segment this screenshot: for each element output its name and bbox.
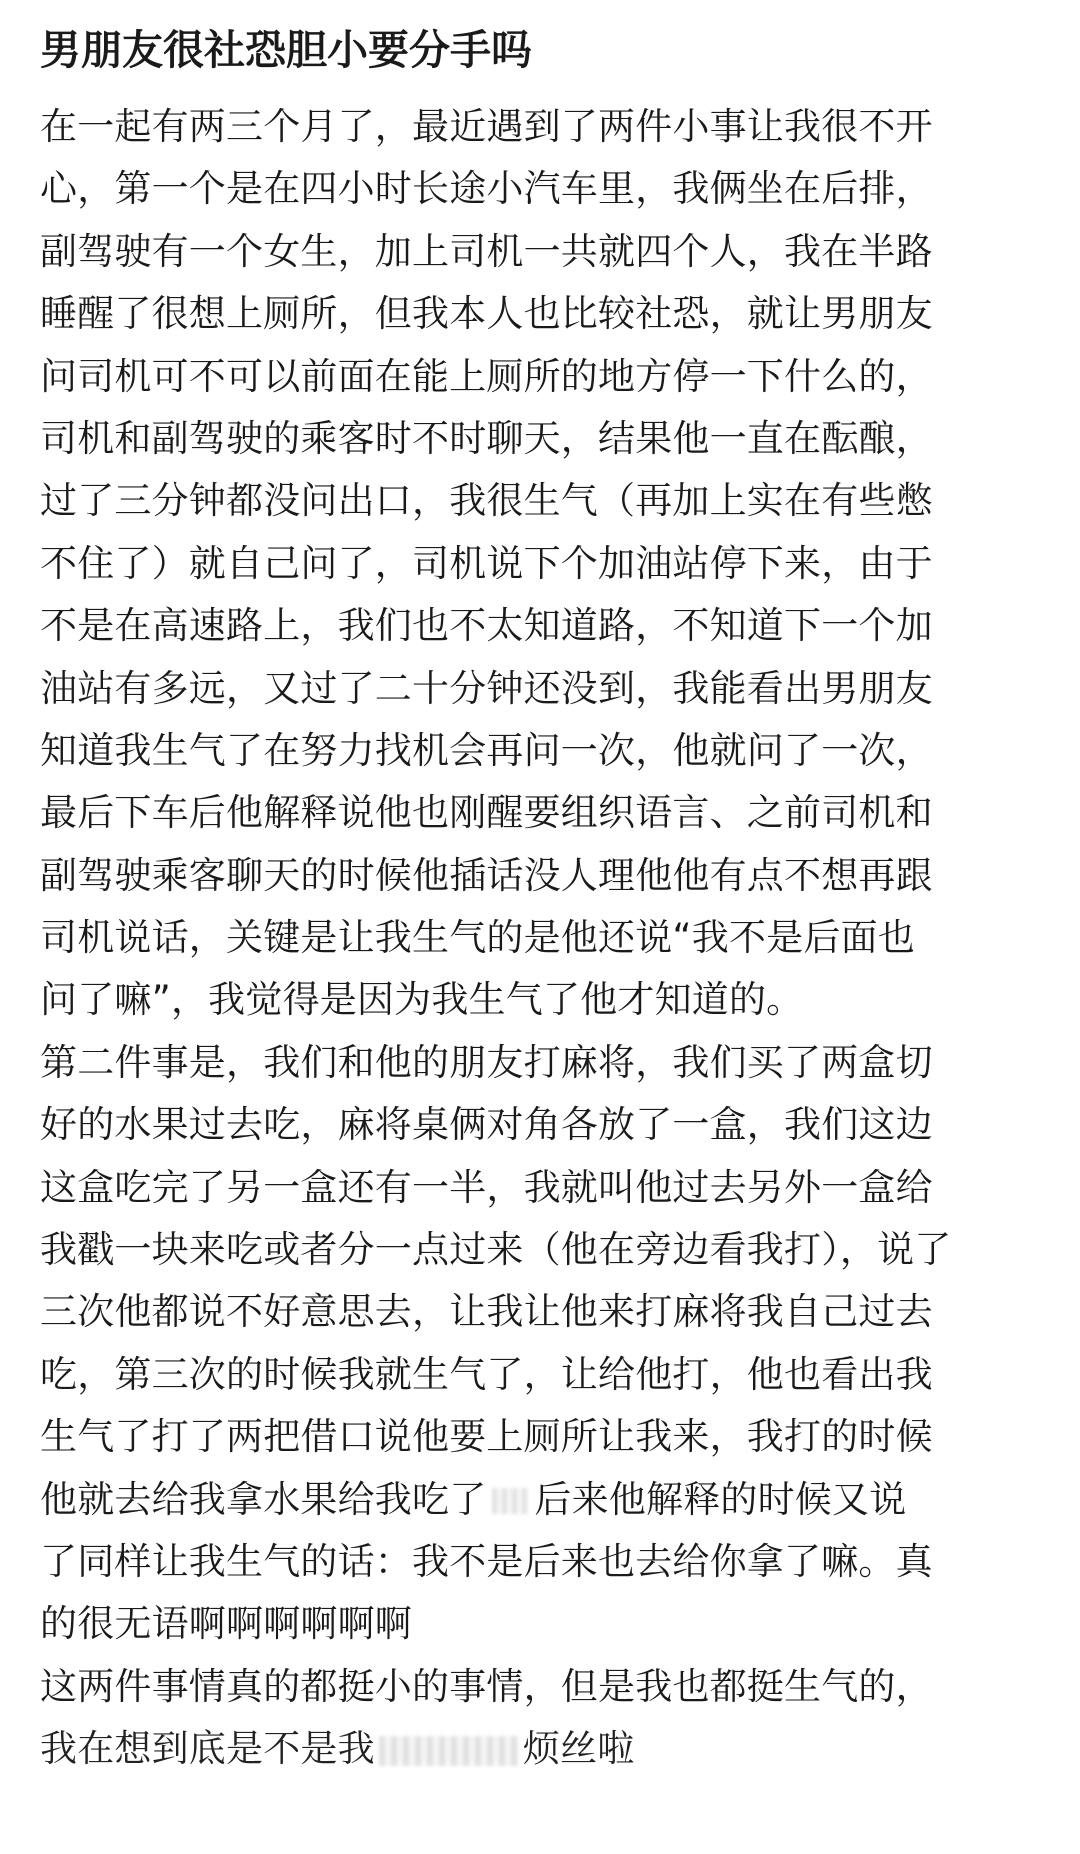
body-line: 三次他都说不好意思去，让我让他来打麻将我自己过去 [40,1290,933,1334]
body-line: 不是在高速路上，我们也不太知道路，不知道下一个加 [40,604,933,648]
body-line: 不住了）就自己问了，司机说下个加油站停下来，由于 [40,541,933,585]
body-line: 第二件事是，我们和他的朋友打麻将，我们买了两盒切 [40,1040,933,1084]
body-line: 生气了打了两把借口说他要上厕所让我来，我打的时候 [40,1415,933,1459]
watermark-mosaic [379,1736,519,1766]
body-line: 过了三分钟都没问出口，我很生气（再加上实在有些憋 [40,479,933,523]
body-line: 副驾驶有一个女生，加上司机一共就四个人，我在半路 [40,229,933,273]
body-line [40,1718,1060,1780]
body-line: 司机和副驾驶的乘客时不时聊天，结果他一直在酝酿， [40,416,933,460]
body-line-segment: 烦丝啦 [522,1727,635,1771]
body-line: 这两件事情真的都挺小的事情，但是我也都挺生气的， [40,1664,933,1708]
body-line: 这盒吃完了另一盒还有一半，我就叫他过去另外一盒给 [40,1165,933,1209]
body-line: 吃，第三次的时候我就生气了，让给他打，他也看出我 [40,1352,933,1396]
body-line: 好的水果过去吃，麻将桌俩对角各放了一盒，我们这边 [40,1103,933,1147]
body-line: 问司机可不可以前面在能上厕所的地方停一下什么的， [40,354,933,398]
body-line: 心，第一个是在四小时长途小汽车里，我俩坐在后排， [40,167,933,211]
body-line [40,1469,1060,1531]
body-line: 油站有多远，又过了二十分钟还没到，我能看出男朋友 [40,666,933,710]
body-line: 最后下车后他解释说他也刚醒要组织语言、之前司机和 [40,791,933,835]
body-line: 副驾驶乘客聊天的时候他插话没人理他他有点不想再跟 [40,853,933,897]
body-line: 问了嘛”，我觉得是因为我生气了他才知道的。 [40,978,804,1022]
post-title: 男朋友很社恐胆小要分手吗 [40,26,532,74]
body-line-segment: 我在想到底是不是我 [40,1727,375,1771]
body-line: 睡醒了很想上厕所，但我本人也比较社恐，就让男朋友 [40,292,933,336]
body-line-segment: 后来他解释的时候又说 [534,1477,907,1521]
body-line: 知道我生气了在努力找机会再问一次，他就问了一次， [40,728,933,772]
body-line: 在一起有两三个月了，最近遇到了两件小事让我很不开 [40,105,933,148]
body-line: 我戳一块来吃或者分一点过来（他在旁边看我打），说了 [40,1228,952,1272]
body-line: 了同样让我生气的话：我不是后来也去给你拿了嘛。真 [40,1539,933,1583]
post-body [40,96,1060,1781]
body-line-segment: 他就去给我拿水果给我吃了 [40,1477,487,1521]
body-line: 的很无语啊啊啊啊啊啊 [40,1602,412,1646]
watermark-mosaic [492,1488,528,1514]
body-line: 司机说话，关键是让我生气的是他还说“我不是后面也 [40,916,915,960]
bottom-crop-edge [0,1824,1080,1854]
